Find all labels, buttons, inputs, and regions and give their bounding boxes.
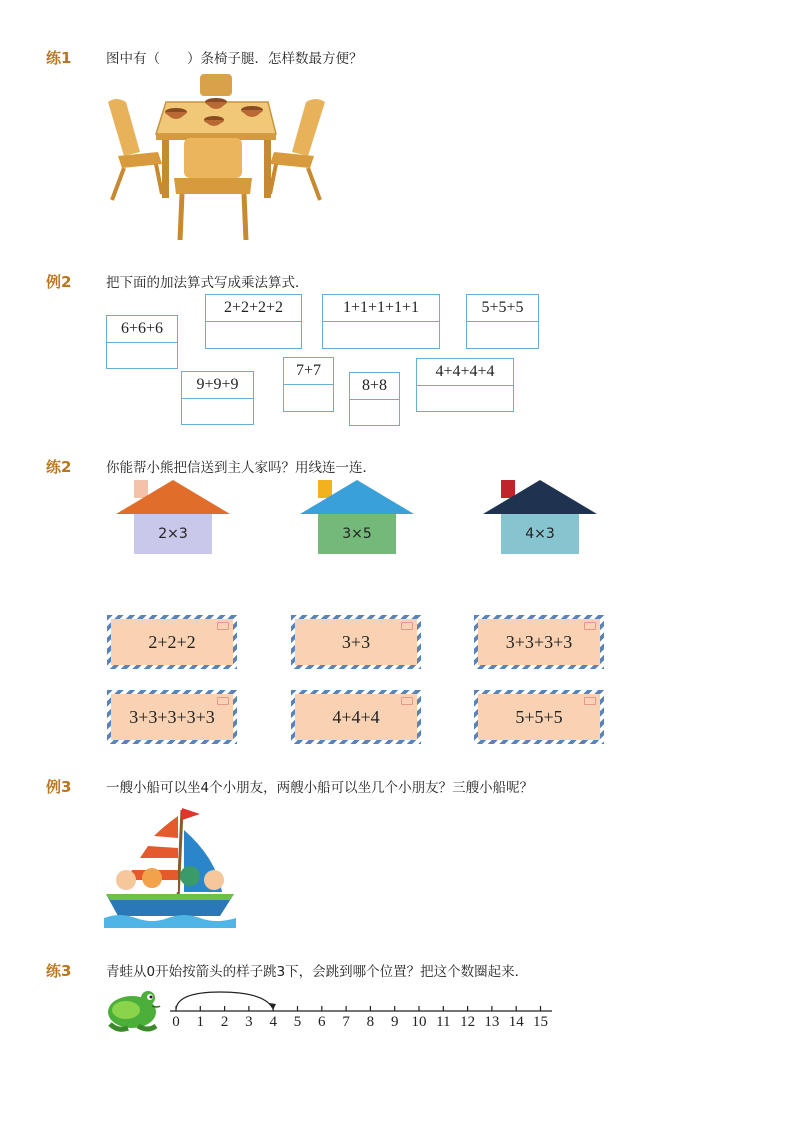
number-line-number[interactable]: 2 [220, 1014, 229, 1030]
letter-expression: 4+4+4 [332, 706, 380, 727]
practice1-question: 图中有（ ）条椅子腿．怎样数最方便？ [106, 51, 363, 67]
number-line-number[interactable]: 7 [342, 1014, 350, 1030]
letter-card[interactable] [107, 690, 237, 744]
house-chimney [318, 480, 332, 498]
table-chairs-illustration [104, 72, 329, 244]
number-line-number[interactable]: 4 [269, 1014, 277, 1030]
number-line-number[interactable]: 1 [196, 1014, 205, 1030]
example3-label: 例3 [46, 778, 72, 796]
number-line-ticks [176, 1006, 541, 1011]
number-line-number[interactable]: 10 [411, 1014, 427, 1030]
house-roof [483, 480, 597, 514]
example2-label: 例2 [46, 273, 72, 291]
stamp-icon [217, 697, 229, 705]
stamp-icon [217, 622, 229, 630]
addition-expression: 1+1+1+1+1 [323, 295, 439, 322]
house-roof [116, 480, 230, 514]
number-line-number[interactable]: 12 [460, 1014, 476, 1030]
practice2-question: 你能帮小熊把信送到主人家吗？用线连一连． [106, 460, 376, 476]
letter-expression: 3+3+3+3+3 [129, 706, 215, 727]
stamp-icon [584, 622, 596, 630]
frog-icon [104, 984, 162, 1034]
stamp-icon [401, 622, 413, 630]
addition-expression: 9+9+9 [182, 372, 253, 399]
answer-box[interactable] [106, 315, 178, 369]
number-line-number[interactable]: 8 [366, 1014, 375, 1030]
addition-expression: 4+4+4+4 [417, 359, 513, 386]
arrow-head-icon [269, 1003, 276, 1010]
house-chimney [134, 480, 148, 498]
letter-card[interactable] [474, 615, 604, 669]
number-line-number[interactable]: 6 [318, 1014, 326, 1030]
example2-question: 把下面的加法算式写成乘法算式． [106, 275, 309, 291]
number-line-number[interactable]: 15 [533, 1014, 548, 1030]
answer-box[interactable] [205, 294, 302, 349]
addition-expression: 5+5+5 [467, 295, 538, 322]
practice2-label: 练2 [46, 458, 72, 476]
number-line-number[interactable]: 3 [245, 1014, 253, 1030]
practice3-label: 练3 [46, 962, 72, 980]
letter-expression: 5+5+5 [515, 706, 563, 727]
practice3-question: 青蛙从0开始按箭头的样子跳3下，会跳到哪个位置？把这个数圈起来． [106, 964, 529, 980]
answer-box[interactable] [322, 294, 440, 349]
practice1-label: 练1 [46, 49, 72, 67]
addition-expression: 2+2+2+2 [206, 295, 301, 322]
letter-expression: 2+2+2 [148, 631, 196, 652]
house-label: 4×3 [525, 526, 555, 542]
addition-expression: 8+8 [350, 373, 399, 400]
letter-card[interactable] [474, 690, 604, 744]
house-label: 2×3 [158, 526, 188, 542]
number-line-number[interactable]: 14 [508, 1014, 524, 1030]
letter-expression: 3+3 [341, 631, 371, 652]
number-line-number[interactable]: 11 [436, 1014, 451, 1030]
example3-question: 一艘小船可以坐4个小朋友，两艘小船可以坐几个小朋友？三艘小船呢？ [106, 780, 534, 796]
letter-card[interactable] [291, 690, 421, 744]
answer-box[interactable] [416, 358, 514, 412]
house-roof [300, 480, 414, 514]
house-chimney [501, 480, 515, 498]
addition-expression: 6+6+6 [107, 316, 177, 343]
addition-expression: 7+7 [284, 358, 333, 385]
stamp-icon [584, 697, 596, 705]
answer-box[interactable] [181, 371, 254, 425]
house-label: 3×5 [342, 526, 372, 542]
letter-expression: 3+3+3+3 [505, 631, 573, 652]
answer-box[interactable] [349, 372, 400, 426]
number-line-number[interactable]: 13 [484, 1014, 500, 1030]
answer-box[interactable] [283, 357, 334, 412]
number-line-number[interactable]: 9 [390, 1014, 399, 1030]
number-line-number[interactable]: 5 [293, 1014, 302, 1030]
letter-card[interactable] [291, 615, 421, 669]
number-line-number[interactable]: 0 [172, 1014, 180, 1030]
answer-box[interactable] [466, 294, 539, 349]
stamp-icon [401, 697, 413, 705]
sailboat-illustration [104, 800, 236, 932]
letter-card[interactable] [107, 615, 237, 669]
